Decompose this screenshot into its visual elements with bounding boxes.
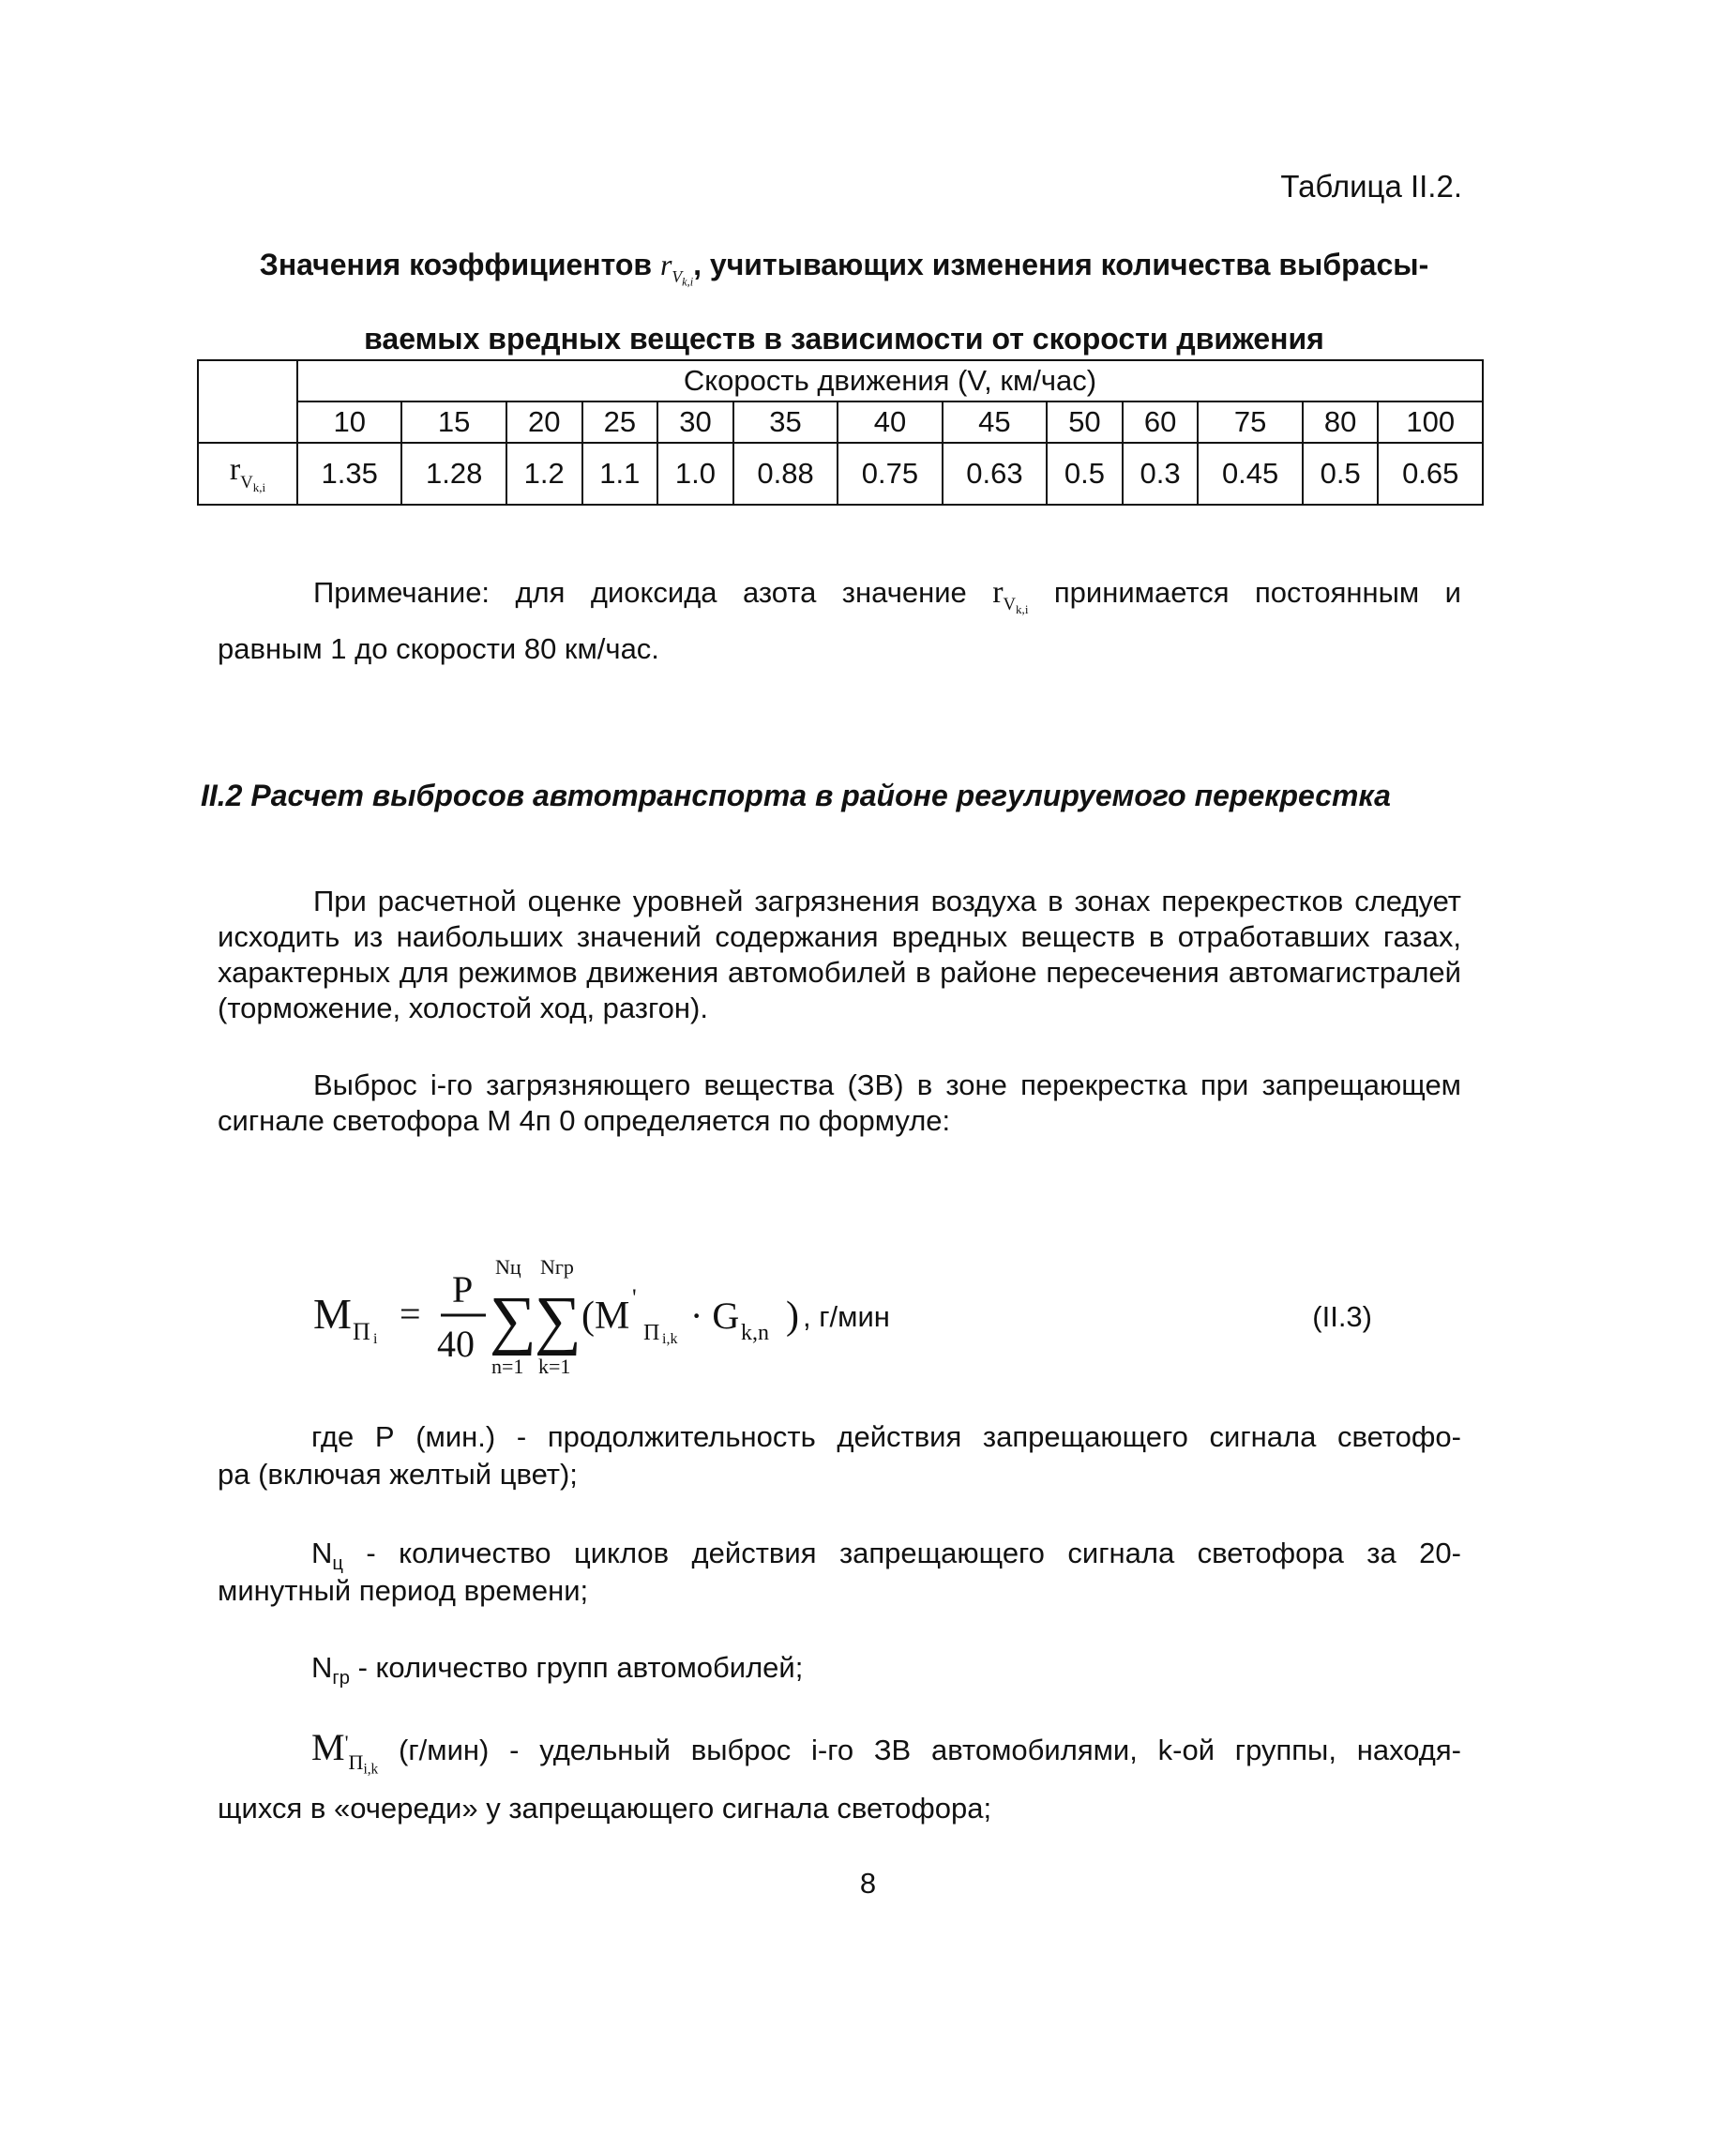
sum2-bottom: k=1 (538, 1355, 571, 1378)
caption-line2: ваемых вредных веществ в зависимости от скорости движения (364, 321, 1324, 356)
section-title: II.2 Расчет выбросов автотранспорта в районе регулируемого перекрестка (201, 779, 1391, 812)
def-p-line2: ра (включая желтый цвет); (218, 1458, 578, 1491)
speed-header-cell: 45 (943, 401, 1047, 443)
caption-part2: , учитывающих изменения количества выбрасы- (693, 248, 1429, 281)
caption-part1: Значения коэффициентов (259, 248, 653, 281)
sum1-top: Nц (495, 1255, 521, 1279)
table-caption (216, 236, 1472, 367)
def-nc-line1: $N_ц$ - количество циклов действия запрещающего сигнала светофора за 20- (311, 1537, 1461, 1575)
sum1-bottom: n=1 (491, 1355, 524, 1378)
coefficient-cell: 0.65 (1378, 443, 1483, 505)
table-corner-cell (198, 360, 297, 443)
speed-header-cell: 60 (1123, 401, 1199, 443)
term-mid: · G (690, 1295, 740, 1337)
paragraph-1: При расчетной оценке уровней загрязнения воздуха в зонах перекрестков следует исходить из наибольших значений содержания вредных веществ в отработавших газах, характерных для режимов движения автомобилей в районе пересечения автомагистралей (торможение, холостой ход, разгон). (218, 885, 1461, 1024)
emission-formula (313, 1248, 1382, 1379)
term-open: (M (581, 1295, 630, 1338)
def-ngr: $N_{гр}$ - количество групп автомобилей; (311, 1651, 804, 1689)
term-close: ) (786, 1295, 799, 1338)
svg-text:=: = (400, 1293, 421, 1335)
formula-lhs-subsub: i (373, 1331, 378, 1347)
speed-group-header: Скорость движения (V, км/час) (297, 360, 1483, 401)
coefficient-cell: 0.75 (838, 443, 942, 505)
sum2-sigma: ∑ (535, 1284, 581, 1356)
equation-number: (II.3) (1312, 1300, 1372, 1333)
note-symbol: $r_{V_{k,i}}$ (992, 575, 1029, 617)
speed-header-cell: 20 (506, 401, 582, 443)
speed-header-row (198, 401, 1483, 443)
term-sub: П (643, 1321, 660, 1345)
coefficient-row (198, 443, 1483, 505)
note-line1: Примечание: для диоксида азота значение $r_{V_{k,i}}$ принимается постоянным и (313, 575, 1461, 617)
formula-numerator: P (452, 1268, 474, 1310)
formula-lhs: M (313, 1290, 352, 1338)
speed-header-cell: 10 (297, 401, 401, 443)
coefficient-cell: 0.45 (1198, 443, 1302, 505)
speed-header-cell: 30 (657, 401, 733, 443)
caption-symbol: $r_{V_{k,i}}$ (659, 248, 694, 289)
speed-header-cell: 80 (1303, 401, 1379, 443)
formula-denominator: 40 (437, 1323, 475, 1365)
formula-unit: , г/мин (803, 1300, 890, 1333)
term-subsub: i,k (662, 1331, 678, 1347)
def-nc-line2: минутный период времени; (218, 1574, 589, 1607)
coefficient-cell: 0.88 (733, 443, 838, 505)
speed-header-cell: 35 (733, 401, 838, 443)
paragraph-2: Выброс i-го загрязняющего вещества (ЗВ) в зоне перекрестка при запрещающем сигнале светофора М 4п 0 определяется по формуле: (218, 1068, 1461, 1137)
sum2-top: Nгр (540, 1255, 574, 1279)
def-m-line1: $M'_{П_{i,k}}$ (г/мин) - удельный выброс i-го ЗВ автомобилями, k-ой группы, находя- (311, 1726, 1461, 1778)
coefficient-cell: 1.2 (506, 443, 582, 505)
speed-coefficients-table (197, 359, 1484, 506)
coefficient-cell: 0.63 (943, 443, 1047, 505)
speed-header-cell: 15 (401, 401, 506, 443)
term-sup: ' (632, 1284, 637, 1311)
def-m-symbol: $M'_{П_{i,k}}$ (311, 1726, 379, 1778)
speed-header-cell: 40 (838, 401, 942, 443)
def-m-line2: щихся в «очереди» у запрещающего сигнала светофора; (218, 1792, 992, 1825)
coefficient-cell: 0.5 (1047, 443, 1123, 505)
coefficient-cell: 1.1 (582, 443, 658, 505)
coefficient-cell: 0.3 (1123, 443, 1199, 505)
speed-header-cell: 100 (1378, 401, 1483, 443)
speed-header-cell: 25 (582, 401, 658, 443)
row-label: $r_{V_{k,i}}$ (198, 443, 297, 505)
coefficient-cell: 1.28 (401, 443, 506, 505)
page-number: 8 (859, 1867, 877, 1900)
formula-lhs-sub: П (353, 1318, 370, 1345)
coefficient-cell: 1.0 (657, 443, 733, 505)
speed-header-cell: 75 (1198, 401, 1302, 443)
table-label: Таблица II.2. (1280, 169, 1462, 204)
def-p-line1: где Р (мин.) - продолжительность действия запрещающего сигнала светофо- (311, 1420, 1461, 1453)
speed-header-cell: 50 (1047, 401, 1123, 443)
coefficient-cell: 1.35 (297, 443, 401, 505)
coefficient-cell: 0.5 (1303, 443, 1379, 505)
term-g-sub: k,n (741, 1321, 769, 1345)
note-line2: равным 1 до скорости 80 км/час. (218, 632, 659, 665)
sum1-sigma: ∑ (490, 1284, 536, 1356)
